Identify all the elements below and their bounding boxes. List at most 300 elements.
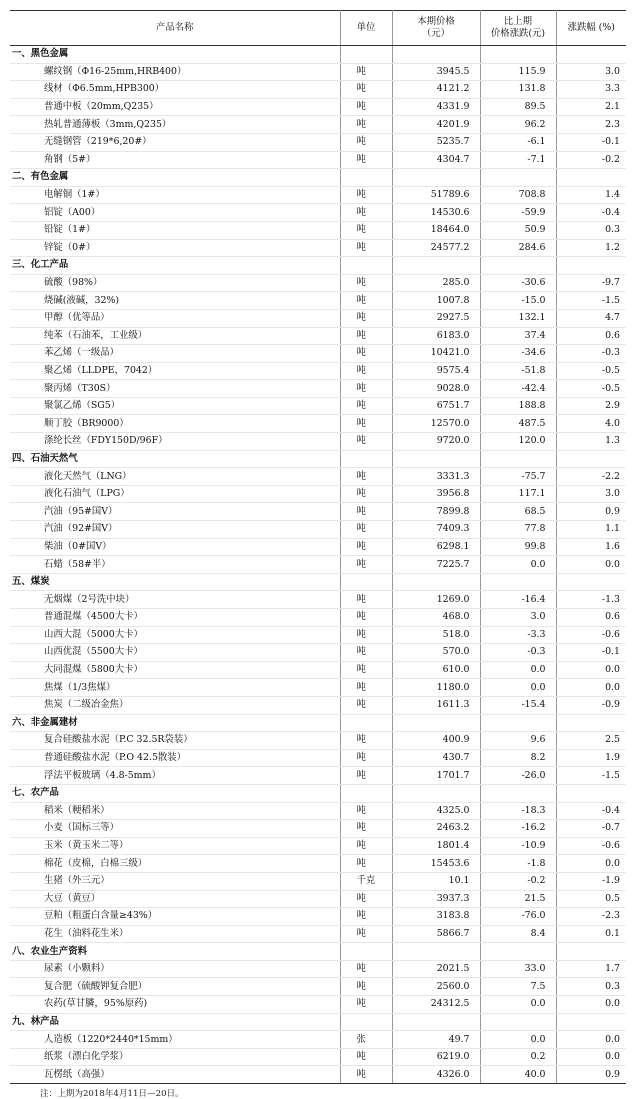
- pct-cell: -1.5: [556, 767, 626, 785]
- table-row: [10, 855, 626, 873]
- pct-cell: -2.3: [556, 908, 626, 926]
- pct-cell: 4.0: [556, 415, 626, 433]
- unit-cell: 吨: [340, 820, 392, 838]
- pct-cell: 0.0: [556, 1048, 626, 1066]
- section-title: 八、农业生产资料: [10, 943, 340, 961]
- table-row: [10, 362, 626, 380]
- change-cell: 8.2: [480, 749, 556, 767]
- table-row: [10, 221, 626, 239]
- product-name: 硫酸（98%）: [10, 274, 340, 292]
- change-cell: 188.8: [480, 397, 556, 415]
- price-cell: 24577.2: [392, 239, 480, 257]
- pct-cell: 0.0: [556, 679, 626, 697]
- pct-cell: -0.6: [556, 626, 626, 644]
- pct-cell: 0.6: [556, 327, 626, 345]
- pct-cell: 0.9: [556, 503, 626, 521]
- section-title: 三、化工产品: [10, 257, 340, 275]
- price-cell: 10421.0: [392, 345, 480, 363]
- change-cell: 0.0: [480, 1031, 556, 1049]
- product-name: 铝锭（A00）: [10, 204, 340, 222]
- header-change-line2: 价格涨跌(元): [490, 28, 546, 39]
- product-name: 山西大混（5000大卡）: [10, 626, 340, 644]
- unit-cell: 吨: [340, 644, 392, 662]
- change-cell: -0.3: [480, 644, 556, 662]
- product-name: 螺纹钢（Φ16-25mm,HRB400）: [10, 63, 340, 81]
- change-cell: -16.2: [480, 820, 556, 838]
- change-cell: 120.0: [480, 433, 556, 451]
- change-cell: 33.0: [480, 960, 556, 978]
- price-cell: 2560.0: [392, 978, 480, 996]
- change-cell: 131.8: [480, 81, 556, 99]
- table-row: [10, 81, 626, 99]
- product-name: 纸浆（漂白化学浆）: [10, 1048, 340, 1066]
- product-name: 线材（Φ6.5mm,HPB300）: [10, 81, 340, 99]
- section-title: 六、非金属建材: [10, 714, 340, 732]
- change-cell: 50.9: [480, 221, 556, 239]
- change-cell: -15.4: [480, 696, 556, 714]
- price-cell: 400.9: [392, 732, 480, 750]
- unit-cell: 吨: [340, 503, 392, 521]
- change-cell: -6.1: [480, 133, 556, 151]
- table-row: [10, 380, 626, 398]
- price-cell: 6298.1: [392, 538, 480, 556]
- product-name: 无烟煤（2号洗中块）: [10, 591, 340, 609]
- unit-cell: 吨: [340, 485, 392, 503]
- product-name: 苯乙烯（一级品）: [10, 345, 340, 363]
- product-name: 小麦（国标三等）: [10, 820, 340, 838]
- price-cell: 3183.8: [392, 908, 480, 926]
- table-row: [10, 186, 626, 204]
- change-cell: -75.7: [480, 468, 556, 486]
- section-empty-cell: [480, 573, 556, 591]
- change-cell: 0.2: [480, 1048, 556, 1066]
- price-cell: 4326.0: [392, 1066, 480, 1084]
- unit-cell: 吨: [340, 855, 392, 873]
- table-row: [10, 1066, 626, 1084]
- table-row: [10, 591, 626, 609]
- section-title: 二、有色金属: [10, 169, 340, 187]
- unit-cell: 吨: [340, 626, 392, 644]
- pct-cell: 0.5: [556, 890, 626, 908]
- change-cell: 284.6: [480, 239, 556, 257]
- pct-cell: 0.0: [556, 661, 626, 679]
- pct-cell: 1.2: [556, 239, 626, 257]
- price-table-document: [10, 10, 626, 1099]
- price-cell: 430.7: [392, 749, 480, 767]
- price-table: [10, 10, 626, 1084]
- unit-cell: 吨: [340, 732, 392, 750]
- price-cell: 9720.0: [392, 433, 480, 451]
- section-header-row: [10, 169, 626, 187]
- table-row: [10, 433, 626, 451]
- change-cell: 115.9: [480, 63, 556, 81]
- section-header-row: [10, 1013, 626, 1031]
- section-empty-cell: [480, 46, 556, 64]
- change-cell: 9.6: [480, 732, 556, 750]
- change-cell: 132.1: [480, 309, 556, 327]
- header-name: 产品名称: [10, 11, 340, 46]
- pct-cell: 2.5: [556, 732, 626, 750]
- section-empty-cell: [480, 169, 556, 187]
- section-empty-cell: [340, 784, 392, 802]
- section-header-row: [10, 46, 626, 64]
- unit-cell: 吨: [340, 468, 392, 486]
- product-name: 甲醇（优等品）: [10, 309, 340, 327]
- pct-cell: -0.7: [556, 820, 626, 838]
- table-row: [10, 204, 626, 222]
- pct-cell: -0.1: [556, 644, 626, 662]
- section-title: 五、煤炭: [10, 573, 340, 591]
- unit-cell: 吨: [340, 802, 392, 820]
- unit-cell: 张: [340, 1031, 392, 1049]
- table-row: [10, 696, 626, 714]
- footnote: 注：上期为2018年4月11日—20日。: [40, 1089, 184, 1099]
- pct-cell: 0.6: [556, 609, 626, 627]
- pct-cell: 1.3: [556, 433, 626, 451]
- unit-cell: 吨: [340, 221, 392, 239]
- section-header-row: [10, 714, 626, 732]
- unit-cell: 吨: [340, 890, 392, 908]
- product-name: 汽油（95#国Ⅴ）: [10, 503, 340, 521]
- change-cell: 68.5: [480, 503, 556, 521]
- pct-cell: -2.2: [556, 468, 626, 486]
- pct-cell: -0.4: [556, 204, 626, 222]
- section-header-row: [10, 450, 626, 468]
- change-cell: -34.6: [480, 345, 556, 363]
- product-name: 复合硅酸盐水泥（P.C 32.5R袋装）: [10, 732, 340, 750]
- product-name: 烧碱(液碱，32%): [10, 292, 340, 310]
- product-name: 生猪（外三元）: [10, 872, 340, 890]
- pct-cell: -1.3: [556, 591, 626, 609]
- product-name: 浮法平板玻璃（4.8-5mm）: [10, 767, 340, 785]
- section-empty-cell: [556, 784, 626, 802]
- unit-cell: 吨: [340, 696, 392, 714]
- change-cell: 7.5: [480, 978, 556, 996]
- price-cell: 7225.7: [392, 556, 480, 574]
- table-row: [10, 133, 626, 151]
- section-empty-cell: [556, 257, 626, 275]
- section-empty-cell: [392, 1013, 480, 1031]
- product-name: 人造板（1220*2440*15mm）: [10, 1031, 340, 1049]
- section-header-row: [10, 257, 626, 275]
- price-cell: 468.0: [392, 609, 480, 627]
- table-row: [10, 292, 626, 310]
- table-row: [10, 309, 626, 327]
- product-name: 复合肥（硫酸钾复合肥）: [10, 978, 340, 996]
- change-cell: -16.4: [480, 591, 556, 609]
- pct-cell: 1.4: [556, 186, 626, 204]
- change-cell: 21.5: [480, 890, 556, 908]
- product-name: 大同混煤（5800大卡）: [10, 661, 340, 679]
- price-cell: 10.1: [392, 872, 480, 890]
- product-name: 普通硅酸盐水泥（P.O 42.5散装）: [10, 749, 340, 767]
- unit-cell: 吨: [340, 292, 392, 310]
- product-name: 液化石油气（LPG）: [10, 485, 340, 503]
- change-cell: -18.3: [480, 802, 556, 820]
- section-empty-cell: [480, 257, 556, 275]
- product-name: 山西优混（5500大卡）: [10, 644, 340, 662]
- unit-cell: 吨: [340, 133, 392, 151]
- change-cell: 96.2: [480, 116, 556, 134]
- section-empty-cell: [480, 1013, 556, 1031]
- table-row: [10, 996, 626, 1014]
- table-body: [10, 46, 626, 1084]
- pct-cell: 3.0: [556, 485, 626, 503]
- unit-cell: 吨: [340, 415, 392, 433]
- product-name: 热轧普通薄板（3mm,Q235）: [10, 116, 340, 134]
- price-cell: 51789.6: [392, 186, 480, 204]
- unit-cell: 吨: [340, 1048, 392, 1066]
- table-row: [10, 116, 626, 134]
- change-cell: -76.0: [480, 908, 556, 926]
- section-empty-cell: [392, 450, 480, 468]
- header-price-line2: （元）: [421, 28, 451, 39]
- price-cell: 9575.4: [392, 362, 480, 380]
- unit-cell: 吨: [340, 538, 392, 556]
- pct-cell: -0.4: [556, 802, 626, 820]
- section-empty-cell: [480, 450, 556, 468]
- unit-cell: 吨: [340, 521, 392, 539]
- table-row: [10, 802, 626, 820]
- section-empty-cell: [480, 943, 556, 961]
- table-row: [10, 908, 626, 926]
- unit-cell: 千克: [340, 872, 392, 890]
- unit-cell: 吨: [340, 345, 392, 363]
- price-cell: 4121.2: [392, 81, 480, 99]
- header-price-line1: 本期价格: [417, 16, 455, 28]
- pct-cell: -0.6: [556, 837, 626, 855]
- section-title: 一、黑色金属: [10, 46, 340, 64]
- table-row: [10, 1048, 626, 1066]
- table-row: [10, 978, 626, 996]
- change-cell: 117.1: [480, 485, 556, 503]
- price-cell: 2021.5: [392, 960, 480, 978]
- table-row: [10, 767, 626, 785]
- table-row: [10, 925, 626, 943]
- pct-cell: -0.1: [556, 133, 626, 151]
- section-title: 九、林产品: [10, 1013, 340, 1031]
- table-row: [10, 415, 626, 433]
- table-row: [10, 521, 626, 539]
- header-unit: 单位: [340, 11, 392, 46]
- price-cell: 6183.0: [392, 327, 480, 345]
- product-name: 柴油（0#国Ⅴ）: [10, 538, 340, 556]
- price-cell: 5866.7: [392, 925, 480, 943]
- change-cell: -26.0: [480, 767, 556, 785]
- pct-cell: -0.5: [556, 362, 626, 380]
- change-cell: -42.4: [480, 380, 556, 398]
- change-cell: -1.8: [480, 855, 556, 873]
- price-cell: 4325.0: [392, 802, 480, 820]
- pct-cell: 1.6: [556, 538, 626, 556]
- table-row: [10, 327, 626, 345]
- unit-cell: 吨: [340, 362, 392, 380]
- price-cell: 610.0: [392, 661, 480, 679]
- section-empty-cell: [340, 573, 392, 591]
- unit-cell: 吨: [340, 274, 392, 292]
- product-name: 汽油（92#国Ⅴ）: [10, 521, 340, 539]
- table-row: [10, 837, 626, 855]
- change-cell: 37.4: [480, 327, 556, 345]
- section-title: 七、农产品: [10, 784, 340, 802]
- unit-cell: 吨: [340, 749, 392, 767]
- section-empty-cell: [340, 1013, 392, 1031]
- price-cell: 570.0: [392, 644, 480, 662]
- pct-cell: 1.9: [556, 749, 626, 767]
- change-cell: -59.9: [480, 204, 556, 222]
- table-row: [10, 732, 626, 750]
- table-row: [10, 274, 626, 292]
- product-name: 液化天然气（LNG）: [10, 468, 340, 486]
- unit-cell: 吨: [340, 556, 392, 574]
- unit-cell: 吨: [340, 679, 392, 697]
- section-empty-cell: [556, 943, 626, 961]
- table-row: [10, 485, 626, 503]
- product-name: 农药(草甘膦，95%原药): [10, 996, 340, 1014]
- price-cell: 1611.3: [392, 696, 480, 714]
- section-empty-cell: [392, 46, 480, 64]
- change-cell: -10.9: [480, 837, 556, 855]
- price-cell: 1180.0: [392, 679, 480, 697]
- unit-cell: 吨: [340, 433, 392, 451]
- table-row: [10, 63, 626, 81]
- pct-cell: -1.5: [556, 292, 626, 310]
- product-name: 普通混煤（4500大卡）: [10, 609, 340, 627]
- price-cell: 1007.8: [392, 292, 480, 310]
- table-row: [10, 98, 626, 116]
- price-cell: 3956.8: [392, 485, 480, 503]
- unit-cell: 吨: [340, 186, 392, 204]
- header-pct: 涨跌幅 (%): [556, 11, 626, 46]
- pct-cell: 0.0: [556, 855, 626, 873]
- table-row: [10, 239, 626, 257]
- product-name: 锌锭（0#）: [10, 239, 340, 257]
- section-header-row: [10, 784, 626, 802]
- product-name: 稻米（粳稻米）: [10, 802, 340, 820]
- table-row: [10, 503, 626, 521]
- header-change-line1: 比上期: [503, 16, 533, 28]
- product-name: 石蜡（58#半）: [10, 556, 340, 574]
- table-row: [10, 960, 626, 978]
- product-name: 聚丙烯（T30S）: [10, 380, 340, 398]
- pct-cell: 0.9: [556, 1066, 626, 1084]
- table-row: [10, 644, 626, 662]
- change-cell: 77.8: [480, 521, 556, 539]
- unit-cell: 吨: [340, 397, 392, 415]
- section-empty-cell: [392, 169, 480, 187]
- price-cell: 5235.7: [392, 133, 480, 151]
- price-cell: 2463.2: [392, 820, 480, 838]
- price-cell: 4331.9: [392, 98, 480, 116]
- section-empty-cell: [556, 169, 626, 187]
- table-header: [10, 11, 626, 46]
- pct-cell: -0.3: [556, 345, 626, 363]
- section-empty-cell: [392, 714, 480, 732]
- price-cell: 2927.5: [392, 309, 480, 327]
- unit-cell: 吨: [340, 239, 392, 257]
- product-name: 玉米（黄玉米二等）: [10, 837, 340, 855]
- pct-cell: -9.7: [556, 274, 626, 292]
- change-cell: -0.2: [480, 872, 556, 890]
- section-title: 四、石油天然气: [10, 450, 340, 468]
- table-row: [10, 626, 626, 644]
- section-empty-cell: [392, 943, 480, 961]
- table-row: [10, 397, 626, 415]
- pct-cell: -1.9: [556, 872, 626, 890]
- change-cell: 3.0: [480, 609, 556, 627]
- section-empty-cell: [392, 257, 480, 275]
- price-cell: 3937.3: [392, 890, 480, 908]
- product-name: 纯苯（石油苯，工业级）: [10, 327, 340, 345]
- change-cell: -30.6: [480, 274, 556, 292]
- change-cell: 0.0: [480, 996, 556, 1014]
- change-cell: -15.0: [480, 292, 556, 310]
- table-row: [10, 151, 626, 169]
- product-name: 焦煤（1/3焦煤）: [10, 679, 340, 697]
- section-empty-cell: [340, 714, 392, 732]
- price-cell: 1701.7: [392, 767, 480, 785]
- section-empty-cell: [340, 169, 392, 187]
- product-name: 棉花（皮棉，白棉三级）: [10, 855, 340, 873]
- product-name: 电解铜（1#）: [10, 186, 340, 204]
- price-cell: 6219.0: [392, 1048, 480, 1066]
- pct-cell: 1.7: [556, 960, 626, 978]
- unit-cell: 吨: [340, 978, 392, 996]
- unit-cell: 吨: [340, 908, 392, 926]
- price-cell: 1269.0: [392, 591, 480, 609]
- product-name: 豆粕（粗蛋白含量≥43%）: [10, 908, 340, 926]
- product-name: 尿素（小颗料）: [10, 960, 340, 978]
- price-cell: 1801.4: [392, 837, 480, 855]
- price-cell: 49.7: [392, 1031, 480, 1049]
- pct-cell: 0.0: [556, 996, 626, 1014]
- pct-cell: 0.3: [556, 978, 626, 996]
- change-cell: 99.8: [480, 538, 556, 556]
- price-cell: 6751.7: [392, 397, 480, 415]
- product-name: 铅锭（1#）: [10, 221, 340, 239]
- unit-cell: 吨: [340, 309, 392, 327]
- section-header-row: [10, 573, 626, 591]
- unit-cell: 吨: [340, 63, 392, 81]
- pct-cell: 0.0: [556, 556, 626, 574]
- table-row: [10, 345, 626, 363]
- price-cell: 18464.0: [392, 221, 480, 239]
- product-name: 大豆（黄豆）: [10, 890, 340, 908]
- unit-cell: 吨: [340, 960, 392, 978]
- price-cell: 7409.3: [392, 521, 480, 539]
- price-cell: 4304.7: [392, 151, 480, 169]
- pct-cell: 3.0: [556, 63, 626, 81]
- section-empty-cell: [340, 257, 392, 275]
- change-cell: 8.4: [480, 925, 556, 943]
- unit-cell: 吨: [340, 204, 392, 222]
- section-empty-cell: [556, 714, 626, 732]
- header-price: [392, 11, 480, 46]
- unit-cell: 吨: [340, 996, 392, 1014]
- section-empty-cell: [556, 450, 626, 468]
- product-name: 无缝钢管（219*6,20#）: [10, 133, 340, 151]
- price-cell: 4201.9: [392, 116, 480, 134]
- change-cell: -7.1: [480, 151, 556, 169]
- table-row: [10, 538, 626, 556]
- section-empty-cell: [392, 573, 480, 591]
- unit-cell: 吨: [340, 98, 392, 116]
- pct-cell: 2.3: [556, 116, 626, 134]
- unit-cell: 吨: [340, 380, 392, 398]
- section-empty-cell: [392, 784, 480, 802]
- section-empty-cell: [340, 943, 392, 961]
- change-cell: 0.0: [480, 679, 556, 697]
